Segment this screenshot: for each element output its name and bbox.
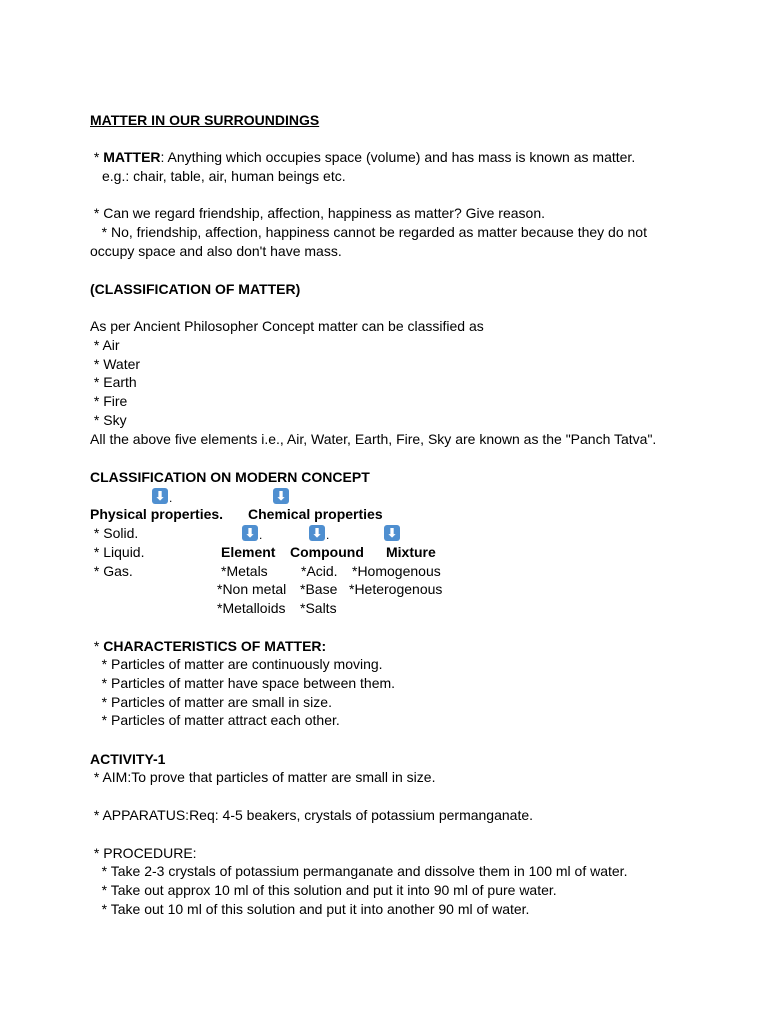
- element-label: Element: [221, 544, 276, 560]
- physical-properties-label: Physical properties.: [90, 506, 224, 522]
- compound-item: *Acid.: [301, 563, 338, 579]
- mixture-label: Mixture: [386, 544, 436, 560]
- chemical-properties-label: Chemical properties: [248, 506, 383, 522]
- procedure-step: * Take out 10 ml of this solution and put it into another 90 ml of water.: [90, 901, 530, 917]
- ancient-item: * Earth: [90, 374, 137, 390]
- modern-heading: CLASSIFICATION ON MODERN CONCEPT: [90, 469, 370, 485]
- classification-heading: (CLASSIFICATION OF MATTER): [90, 281, 301, 297]
- question-text: * Can we regard friendship, affection, happiness as matter? Give reason.: [90, 205, 545, 221]
- arrow-dot: .: [169, 491, 173, 505]
- matter-example: e.g.: chair, table, air, human beings etc.: [102, 168, 346, 184]
- arrow-down-icon: ⬇: [242, 525, 258, 541]
- activity-heading: ACTIVITY-1: [90, 751, 166, 767]
- characteristic-item: * Particles of matter have space between them.: [90, 675, 396, 691]
- page-title: MATTER IN OUR SURROUNDINGS: [90, 112, 320, 128]
- answer-line-1: * No, friendship, affection, happiness cannot be regarded as matter because they do not: [90, 224, 647, 240]
- physical-item: * Gas.: [90, 563, 133, 579]
- characteristic-item: * Particles of matter are continuously moving.: [90, 656, 383, 672]
- ancient-item: * Sky: [90, 412, 127, 428]
- ancient-item: * Air: [90, 337, 120, 353]
- characteristic-item: * Particles of matter are small in size.: [90, 694, 332, 710]
- characteristic-item: * Particles of matter attract each other.: [90, 712, 340, 728]
- arrow-down-icon: ⬇: [384, 525, 400, 541]
- element-item: *Non metal: [217, 581, 287, 597]
- answer-line-2: occupy space and also don't have mass.: [90, 243, 342, 259]
- procedure-label: * PROCEDURE:: [90, 845, 197, 861]
- ancient-intro: As per Ancient Philosopher Concept matter can be classified as: [90, 318, 484, 334]
- ancient-item: * Fire: [90, 393, 128, 409]
- arrow-dot: .: [259, 528, 263, 542]
- compound-label: Compound: [290, 544, 364, 560]
- activity-aim: * AIM:To prove that particles of matter are small in size.: [90, 769, 436, 785]
- element-item: *Metals: [221, 563, 268, 579]
- arrow-down-icon: ⬇: [309, 525, 325, 541]
- physical-item: * Liquid.: [90, 544, 145, 560]
- procedure-step: * Take 2-3 crystals of potassium permanganate and dissolve them in 100 ml of water.: [90, 863, 628, 879]
- activity-apparatus: * APPARATUS:Req: 4-5 beakers, crystals of potassium permanganate.: [90, 807, 534, 823]
- mixture-item: *Homogenous: [352, 563, 441, 579]
- ancient-item: * Water: [90, 356, 141, 372]
- physical-item: * Solid.: [90, 525, 139, 541]
- matter-definition: * MATTER: Anything which occupies space (volume) and has mass is known as matter.: [90, 149, 636, 165]
- matter-term: MATTER: [103, 149, 161, 165]
- element-item: *Metalloids: [217, 600, 286, 616]
- arrow-down-icon: ⬇: [152, 488, 168, 504]
- compound-item: *Base: [300, 581, 338, 597]
- arrow-down-icon: ⬇: [273, 488, 289, 504]
- compound-item: *Salts: [300, 600, 337, 616]
- mixture-item: *Heterogenous: [349, 581, 443, 597]
- ancient-summary: All the above five elements i.e., Air, Water, Earth, Fire, Sky are known as the "Panch Tatva".: [90, 431, 657, 447]
- characteristics-heading: * CHARACTERISTICS OF MATTER:: [90, 638, 327, 654]
- arrow-dot: .: [326, 528, 330, 542]
- procedure-step: * Take out approx 10 ml of this solution and put it into 90 ml of pure water.: [90, 882, 557, 898]
